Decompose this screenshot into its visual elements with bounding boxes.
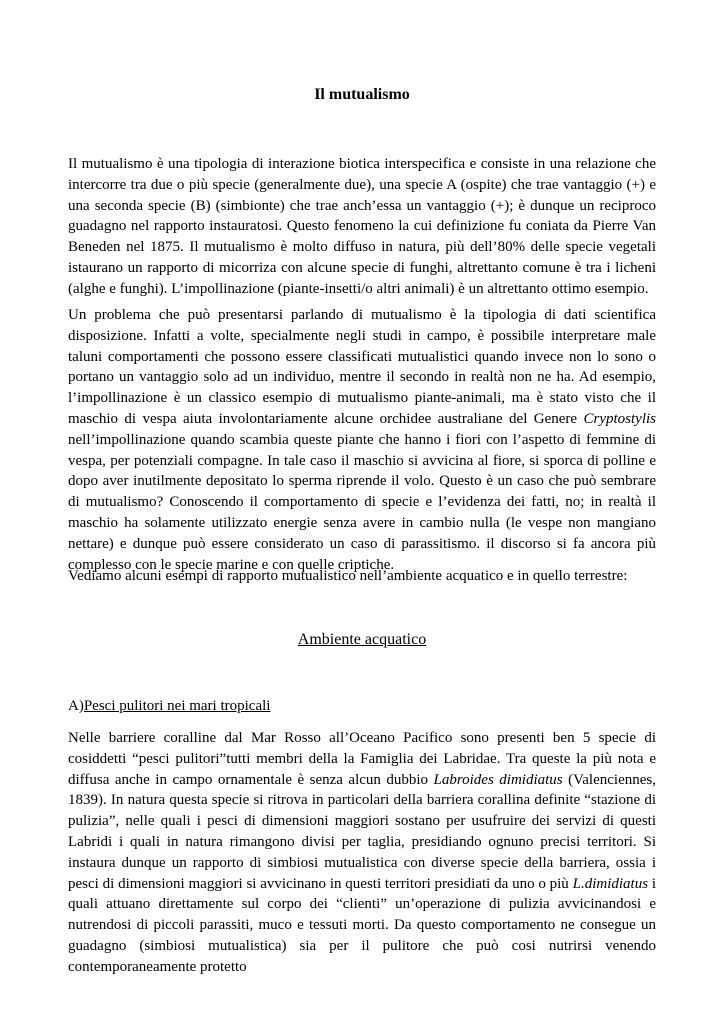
paragraph-cleaner-fish (68, 728, 656, 978)
section-heading: Ambiente acquatico (297, 631, 427, 648)
paragraph-definition: Il mutualismo è una tipologia di interazione biotica interspecifica e consiste in una relazione che intercorre tra due o più specie (generalmente due), una specie A (ospite) che trae vantaggio (+) e una seconda specie (B) (simbionte) che trae anch’essa un vantaggio (+); è dunque un reciproco guadagno nel rapporto instauratosi. Questo fenomeno la cui definizione fu coniata da Pierre Van Beneden nel 1875. Il mutualismo è molto diffuso in natura, più dell’80% delle specie vegetali istaurano un rapporto di micorriza con alcune specie di funghi, altrettanto comune è tra i licheni (alghe e funghi). L’impollinazione (piante-insetti/o altri animali) è un altrettanto ottimo esempio. (68, 156, 656, 297)
subsection-heading (68, 696, 270, 717)
species-short-name: L.dimidiatus (572, 875, 649, 892)
paragraph-problem-text-2: nell’impollinazione quando scambia queste piante che hanno i fiori con l’aspetto di femmine di vespa, per potenziali compagne. In tale caso il maschio si avvicina al fiore, si sporca di polline e dopo aver inutilmente depositato lo sperma riprende il volo. Questo è un caso che può sembrare di mutualismo? Conoscendo il comportamento di specie e l’evidenza dei fatti, no; in realtà il maschio ha solamente utilizzato energie senza avere in cambio nulla (le vespe non mangiano nettare) e dunque può essere considerato un caso di parassitismo. il discorso si fa ancora più complesso con le specie marine e con quelle criptiche. (68, 431, 656, 573)
subsection-prefix: A) (68, 698, 84, 714)
document-title: Il mutualismo (314, 86, 410, 103)
paragraph-intro-examples: Vediamo alcuni esempi di rapporto mutualistico nell’ambiente acquatico e in quello terrestre: (68, 568, 628, 584)
subsection-title: Pesci pulitori nei mari tropicali (83, 698, 271, 714)
species-name: Labroides dimidiatus (433, 771, 563, 788)
paragraph-cleaner-text-1: Nelle barriere coralline dal Mar Rosso all’Oceano Pacifico sono presenti ben 5 specie di cosiddetti “pesci pulitori”tutti membri della la Famiglia dei Labridae. Tra queste la più nota e diffusa anche in campo ornamentale è senza alcun dubbio (68, 730, 656, 788)
paragraph-problem-text-1: Un problema che può presentarsi parlando di mutualismo è la tipologia di dati scientifica disposizione. Infatti a volte, specialmente negli studi in campo, è possibile interpretare male taluni comportamenti che possono essere classificati mutualistici quando invece non lo sono o portano un vantaggio solo ad un individuo, mentre il secondo in realtà non ne ha. Ad esempio, l’impollinazione è un classico esempio di mutualismo piante-animali, ma è stato visto che il maschio di vespa aiuta involontariamente alcune orchidee australiane del Genere (68, 307, 656, 427)
genus-name: Cryptostylis (583, 410, 656, 427)
paragraph-cleaner-text-2: (Valenciennes, 1839). In natura questa specie si ritrova in particolari della barriera corallina definite “stazione di pulizia”, nelle quali i pesci di dimensioni maggiori sostano per usufruire dei servizi di questi Labridi i quali in natura rimangono divisi per taglia, presidiando ognuno precisi territori. Si instaura dunque un rapporto di simbiosi mutualistica con diverse specie della barriera, ossia i pesci di dimensioni maggiori si avvicinano in questi territori presidiati da uno o più (68, 771, 656, 892)
paragraph-cleaner-text-3: i quali attuano direttamente sul corpo dei “clienti” un’operazione di pulizia avvicinandosi e nutrendosi di piccoli parassiti, muco e tessuti morti. Da questo comportamento ne consegue un guadagno (simbiosi mutualistica) sia per il pulitore che può cosi nutrirsi venendo contemporaneamente protetto (68, 875, 657, 975)
paragraph-problem (68, 305, 656, 575)
